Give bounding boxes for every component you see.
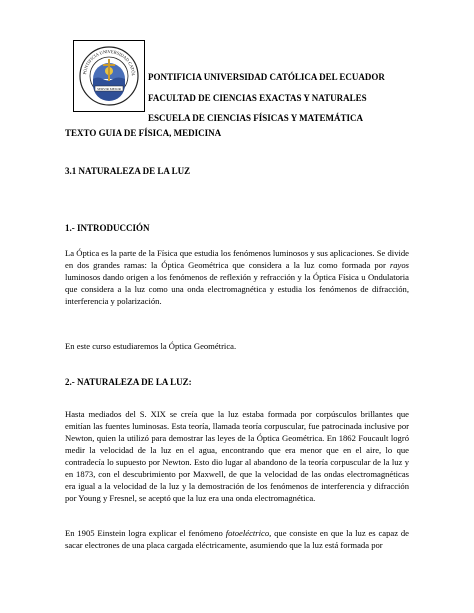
seal-motto: SERVIR MEJOR (97, 87, 121, 91)
school-name: ESCUELA DE CIENCIAS FÍSICAS Y MATEMÁTICA (148, 113, 363, 123)
section-title: 3.1 NATURALEZA DE LA LUZ (65, 166, 191, 176)
intro-paragraph: La Óptica es la parte de la Física que estudia los fenómenos luminosos y sus aplicaciones. Se divide en dos grandes ramas: la Óptica Geométrica que considera a la luz como formada por rayos luminosos dando origen a los fenómenos de reflexión y refracción y la Óptica Física u Ondulatoria que considera a la luz como una onda electromagnética y estudia los fenómenos de difracción, interferencia y polarización. (65, 248, 409, 306)
university-seal-frame (73, 40, 145, 112)
guide-title: TEXTO GUIA DE FÍSICA, MEDICINA (65, 128, 222, 138)
faculty-name: FACULTAD DE CIENCIAS EXACTAS Y NATURALES (148, 93, 367, 103)
intro-heading: 1.- INTRODUCCIÓN (65, 223, 150, 233)
seal-ring-text: PONTIFICIA UNIVERSIDAD CATÓL (82, 48, 137, 77)
intro-paragraph-2: En este curso estudiaremos la Óptica Geométrica. (65, 341, 237, 351)
nature-paragraph-2: En 1905 Einstein logra explicar el fenómeno fotoeléctrico, que consiste en que la luz es capaz de sacar electrones de una placa cargada eléctricamente, asumiendo que la luz está formada por (65, 528, 409, 550)
nature-paragraph: Hasta mediados del S. XIX se creía que la luz estaba formada por corpúsculos brillantes que emitían las fuentes luminosas. Esta teoría, llamada teoría corpuscular, fue patrocinada inclusive por Newton, quien la utilizó para demostrar las leyes de la Óptica Geométrica. En 1862 Foucault logró medir la velocidad de la luz en el agua, encontrando que era menor que en el aire, lo que contradecía lo supuesto por Newton. Esto dio lugar al abandono de la teoría corpuscular de la luz y en 1873, con el descubrimiento por Maxwell, de que la velocidad de las ondas electromagnéticas era igual a la velocidad de la luz y la demostración de los fenómenos de interferencia y difracción por Young y Fresnel, se aceptó que la luz era una onda electromagnética. (65, 409, 409, 503)
nature-heading: 2.- NATURALEZA DE LA LUZ: (65, 377, 192, 387)
rayos-emphasis: rayos (389, 260, 409, 270)
fotoelectrico-emphasis: fotoeléctrico (225, 528, 270, 538)
university-seal-icon (78, 45, 140, 107)
university-name: PONTIFICIA UNIVERSIDAD CATÓLICA DEL ECUADOR (148, 72, 385, 82)
